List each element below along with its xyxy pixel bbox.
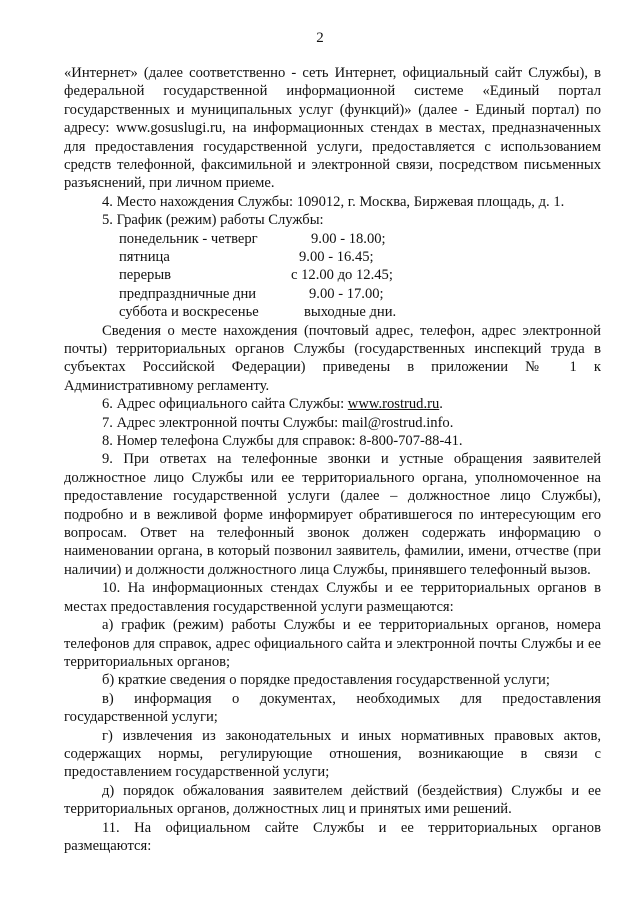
schedule-row [119, 303, 601, 321]
work-schedule [64, 230, 601, 322]
schedule-row [119, 285, 601, 303]
paragraph-4-location: 4. Место нахождения Службы: 109012, г. Москва, Биржевая площадь, д. 1. [102, 193, 565, 210]
paragraph-6-website [64, 395, 601, 413]
schedule-row [119, 230, 601, 248]
page-number: 2 [316, 30, 324, 46]
schedule-row [119, 248, 601, 266]
schedule-day: предпраздничные дни [119, 285, 257, 302]
territorial-bodies-paragraph: Сведения о месте нахождения (почтовый адрес, телефон, адрес электронной почты) территориальных органов Службы (государственных инспекций труда в субъектах Российской Федерации) приведены в приложении № 1 к Административному регламенту. [64, 322, 601, 394]
document-body [64, 64, 601, 855]
website-label: 6. Адрес официального сайта Службы: [102, 396, 348, 413]
schedule-day: суббота и воскресенье [119, 304, 259, 321]
paragraph-10-info-stands: 10. На информационных стендах Службы и ее территориальных органов в местах предоставления государственной услуги размещаются: [64, 580, 601, 615]
intro-paragraph: «Интернет» (далее соответственно - сеть Интернет, официальный сайт Службы), в федеральной государственной информационной системе «Единый портал государственных и муниципальных услуг (функций)» (далее - Единый портал) по адресу: www.gosuslugi.ru, на информационных стендах в местах, предназначенных для предоставления государственной услуги, предоставляется с использованием средств телефонной, факсимильной и электронной связи, посредством письменных разъяснений, при личном приеме. [64, 65, 601, 192]
schedule-time: с 12.00 до 12.45; [291, 267, 393, 284]
paragraph-11-website-content: 11. На официальном сайте Службы и ее территориальных органов размещаются: [64, 819, 601, 854]
schedule-day: понедельник - четверг [119, 230, 258, 247]
website-link[interactable]: www.rostrud.ru [347, 396, 440, 413]
schedule-time: выходные дни. [304, 304, 397, 321]
paragraph-9-phone-answers: 9. При ответах на телефонные звонки и устные обращения заявителей должностное лицо Службы или ее территориального органа, уполномоченное на предоставление государственной услуги (далее – должностное лицо Службы), подробно и в вежливой форме информирует обратившегося по интересующим его вопросам. Ответ на телефонный звонок должен содержать информацию о наименовании органа, в который позвонил заявитель, фамилии, имени, отчестве (при наличии) и должности должностного лица Службы, принявшего телефонный вызов. [64, 451, 601, 578]
schedule-time: 9.00 - 18.00; [311, 230, 386, 247]
schedule-day: перерыв [119, 267, 172, 284]
schedule-time: 9.00 - 17.00; [309, 285, 384, 302]
schedule-time: 9.00 - 16.45; [299, 249, 374, 266]
website-suffix: . [439, 396, 443, 413]
paragraph-10-item-d: г) извлечения из законодательных и иных нормативных правовых актов, содержащих нормы, регулирующие отношения, возникающие в связи с предоставлением государственной услуги; [64, 727, 601, 781]
paragraph-10-item-a: а) график (режим) работы Службы и ее территориальных органов, номера телефонов для справок, адрес официального сайта и электронной почты Службы и ее территориальных органов; [64, 617, 601, 670]
paragraph-10-item-e: д) порядок обжалования заявителем действий (бездействия) Службы и ее территориальных органов, должностных лиц и принятых ими решений. [64, 782, 601, 818]
paragraph-10-item-b: б) краткие сведения о порядке предоставления государственной услуги; [102, 672, 550, 689]
paragraph-8-phone: 8. Номер телефона Службы для справок: 8-800-707-88-41. [102, 433, 463, 450]
paragraph-5-schedule-heading: 5. График (режим) работы Службы: [102, 212, 324, 229]
paragraph-7-email: 7. Адрес электронной почты Службы: mail@rostrud.info. [102, 414, 454, 431]
schedule-row [119, 266, 601, 284]
paragraph-10-item-c: в) информация о документах, необходимых для предоставления государственной услуги; [64, 690, 601, 726]
schedule-day: пятница [119, 249, 170, 266]
